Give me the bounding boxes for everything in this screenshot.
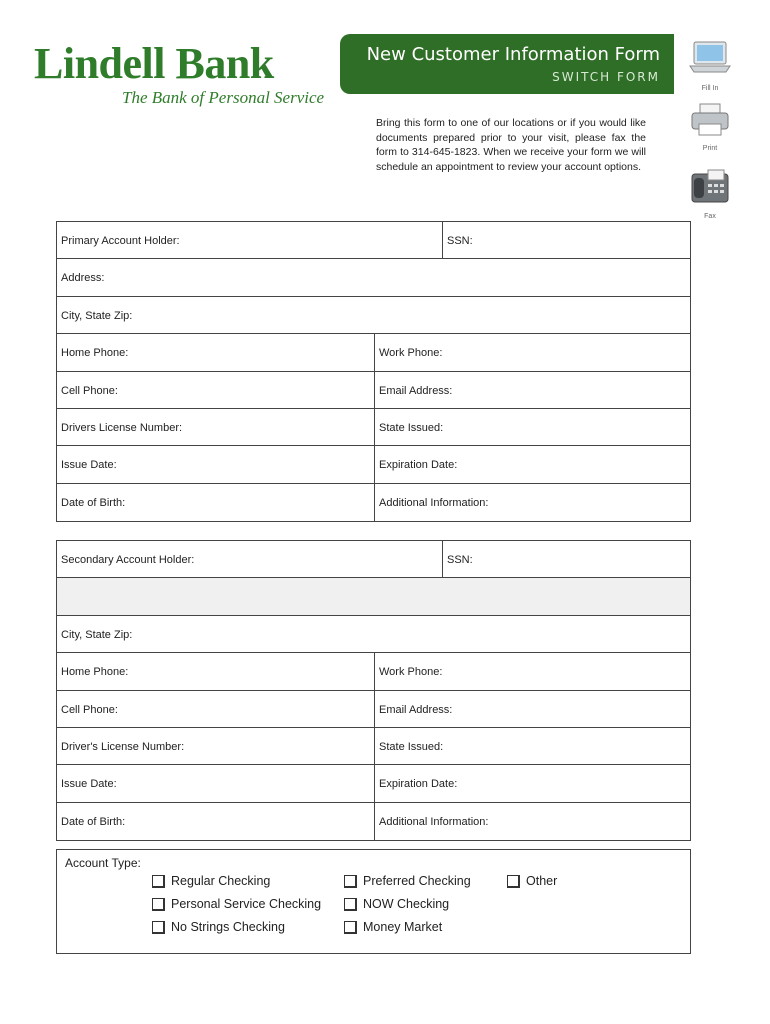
option-label: Preferred Checking [363,874,471,888]
primary-phone-row [57,334,690,371]
secondary-phone-row [57,653,690,690]
checkbox-now-checking[interactable] [344,898,357,911]
checkbox-preferred-checking[interactable] [344,875,357,888]
primary-additional-field[interactable]: Additional Information: [374,484,690,521]
secondary-holder-field[interactable]: Secondary Account Holder: [61,554,195,566]
primary-city-field[interactable]: City, State Zip: [61,309,133,322]
secondary-license-field[interactable]: Driver's License Number: [61,740,185,753]
laptop-icon [688,38,732,78]
form-subtitle: SWITCH FORM [552,70,660,84]
option-label: NOW Checking [363,897,450,911]
checkbox-money-market[interactable] [344,921,357,934]
form-title-banner [340,34,674,94]
primary-license-row [57,409,690,446]
secondary-cell-phone-field[interactable]: Cell Phone: [61,703,118,716]
secondary-city-row [57,616,690,653]
fax-label: Fax [704,213,716,220]
print-tool[interactable] [688,102,732,152]
primary-state-issued-field[interactable]: State Issued: [374,409,690,445]
secondary-address-row [57,578,690,615]
secondary-home-phone-field[interactable]: Home Phone: [61,666,129,679]
option-personal-service-checking[interactable] [152,897,321,911]
primary-holder-field[interactable]: Primary Account Holder: [61,235,180,247]
secondary-issue-date-field[interactable]: Issue Date: [61,778,117,791]
primary-license-field[interactable]: Drivers License Number: [61,421,183,434]
bank-tagline: The Bank of Personal Service [122,88,325,107]
primary-cell-row [57,372,690,409]
primary-cell-phone-field[interactable]: Cell Phone: [61,384,118,397]
checkbox-other[interactable] [507,875,520,888]
option-label: No Strings Checking [171,920,285,934]
primary-home-phone-field[interactable]: Home Phone: [61,347,129,360]
primary-dob-field[interactable]: Date of Birth: [61,496,126,509]
primary-dob-row [57,484,690,521]
form-title: New Customer Information Form [366,44,660,65]
bank-name: Lindell Bank [34,39,274,88]
account-type-title: Account Type: [65,856,141,870]
primary-ssn-field[interactable]: SSN: [442,222,690,258]
secondary-ssn-field[interactable]: SSN: [442,541,690,577]
option-label: Regular Checking [171,874,271,888]
secondary-holder-row [57,541,690,578]
intro-instructions: Bring this form to one of our locations or if you would like documents prepared prior to your visit, please fax the form to 314-645-1823. When we receive your form we will schedule an appointment to review your account options. [376,117,646,173]
secondary-city-field[interactable]: City, State Zip: [61,628,133,641]
secondary-email-field[interactable]: Email Address: [374,691,690,727]
secondary-work-phone-field[interactable]: Work Phone: [374,653,690,689]
option-no-strings-checking[interactable] [152,920,285,934]
primary-city-row [57,297,690,334]
fax-tool[interactable] [688,166,732,220]
secondary-dob-row [57,803,690,840]
fill-in-label: Fill In [701,85,719,92]
option-preferred-checking[interactable] [344,874,471,888]
secondary-dates-row [57,765,690,802]
option-label: Personal Service Checking [171,897,322,911]
primary-dates-row [57,446,690,483]
checkbox-personal-service-checking[interactable] [152,898,165,911]
primary-work-phone-field[interactable]: Work Phone: [374,334,690,370]
primary-issue-date-field[interactable]: Issue Date: [61,459,117,472]
primary-expiration-field[interactable]: Expiration Date: [374,446,690,482]
option-other[interactable] [507,874,557,888]
secondary-state-issued-field[interactable]: State Issued: [374,728,690,764]
checkbox-no-strings-checking[interactable] [152,921,165,934]
option-regular-checking[interactable] [152,874,270,888]
secondary-additional-field[interactable]: Additional Information: [374,803,690,840]
primary-holder-row [57,222,690,259]
fill-in-tool[interactable] [688,38,732,92]
option-label: Money Market [363,920,443,934]
primary-holder-section [56,221,691,522]
secondary-expiration-field[interactable]: Expiration Date: [374,765,690,801]
checkbox-regular-checking[interactable] [152,875,165,888]
primary-email-field[interactable]: Email Address: [374,372,690,408]
primary-address-field[interactable]: Address: [61,272,105,285]
printer-icon [688,102,732,138]
option-label: Other [526,874,558,888]
secondary-dob-field[interactable]: Date of Birth: [61,815,126,828]
secondary-address-field[interactable] [57,578,690,614]
account-type-section [56,849,691,954]
print-label: Print [702,145,718,152]
primary-address-row [57,259,690,296]
secondary-cell-row [57,691,690,728]
option-now-checking[interactable] [344,897,449,911]
secondary-holder-section [56,540,691,841]
fax-icon [688,166,732,206]
secondary-license-row [57,728,690,765]
option-money-market[interactable] [344,920,442,934]
